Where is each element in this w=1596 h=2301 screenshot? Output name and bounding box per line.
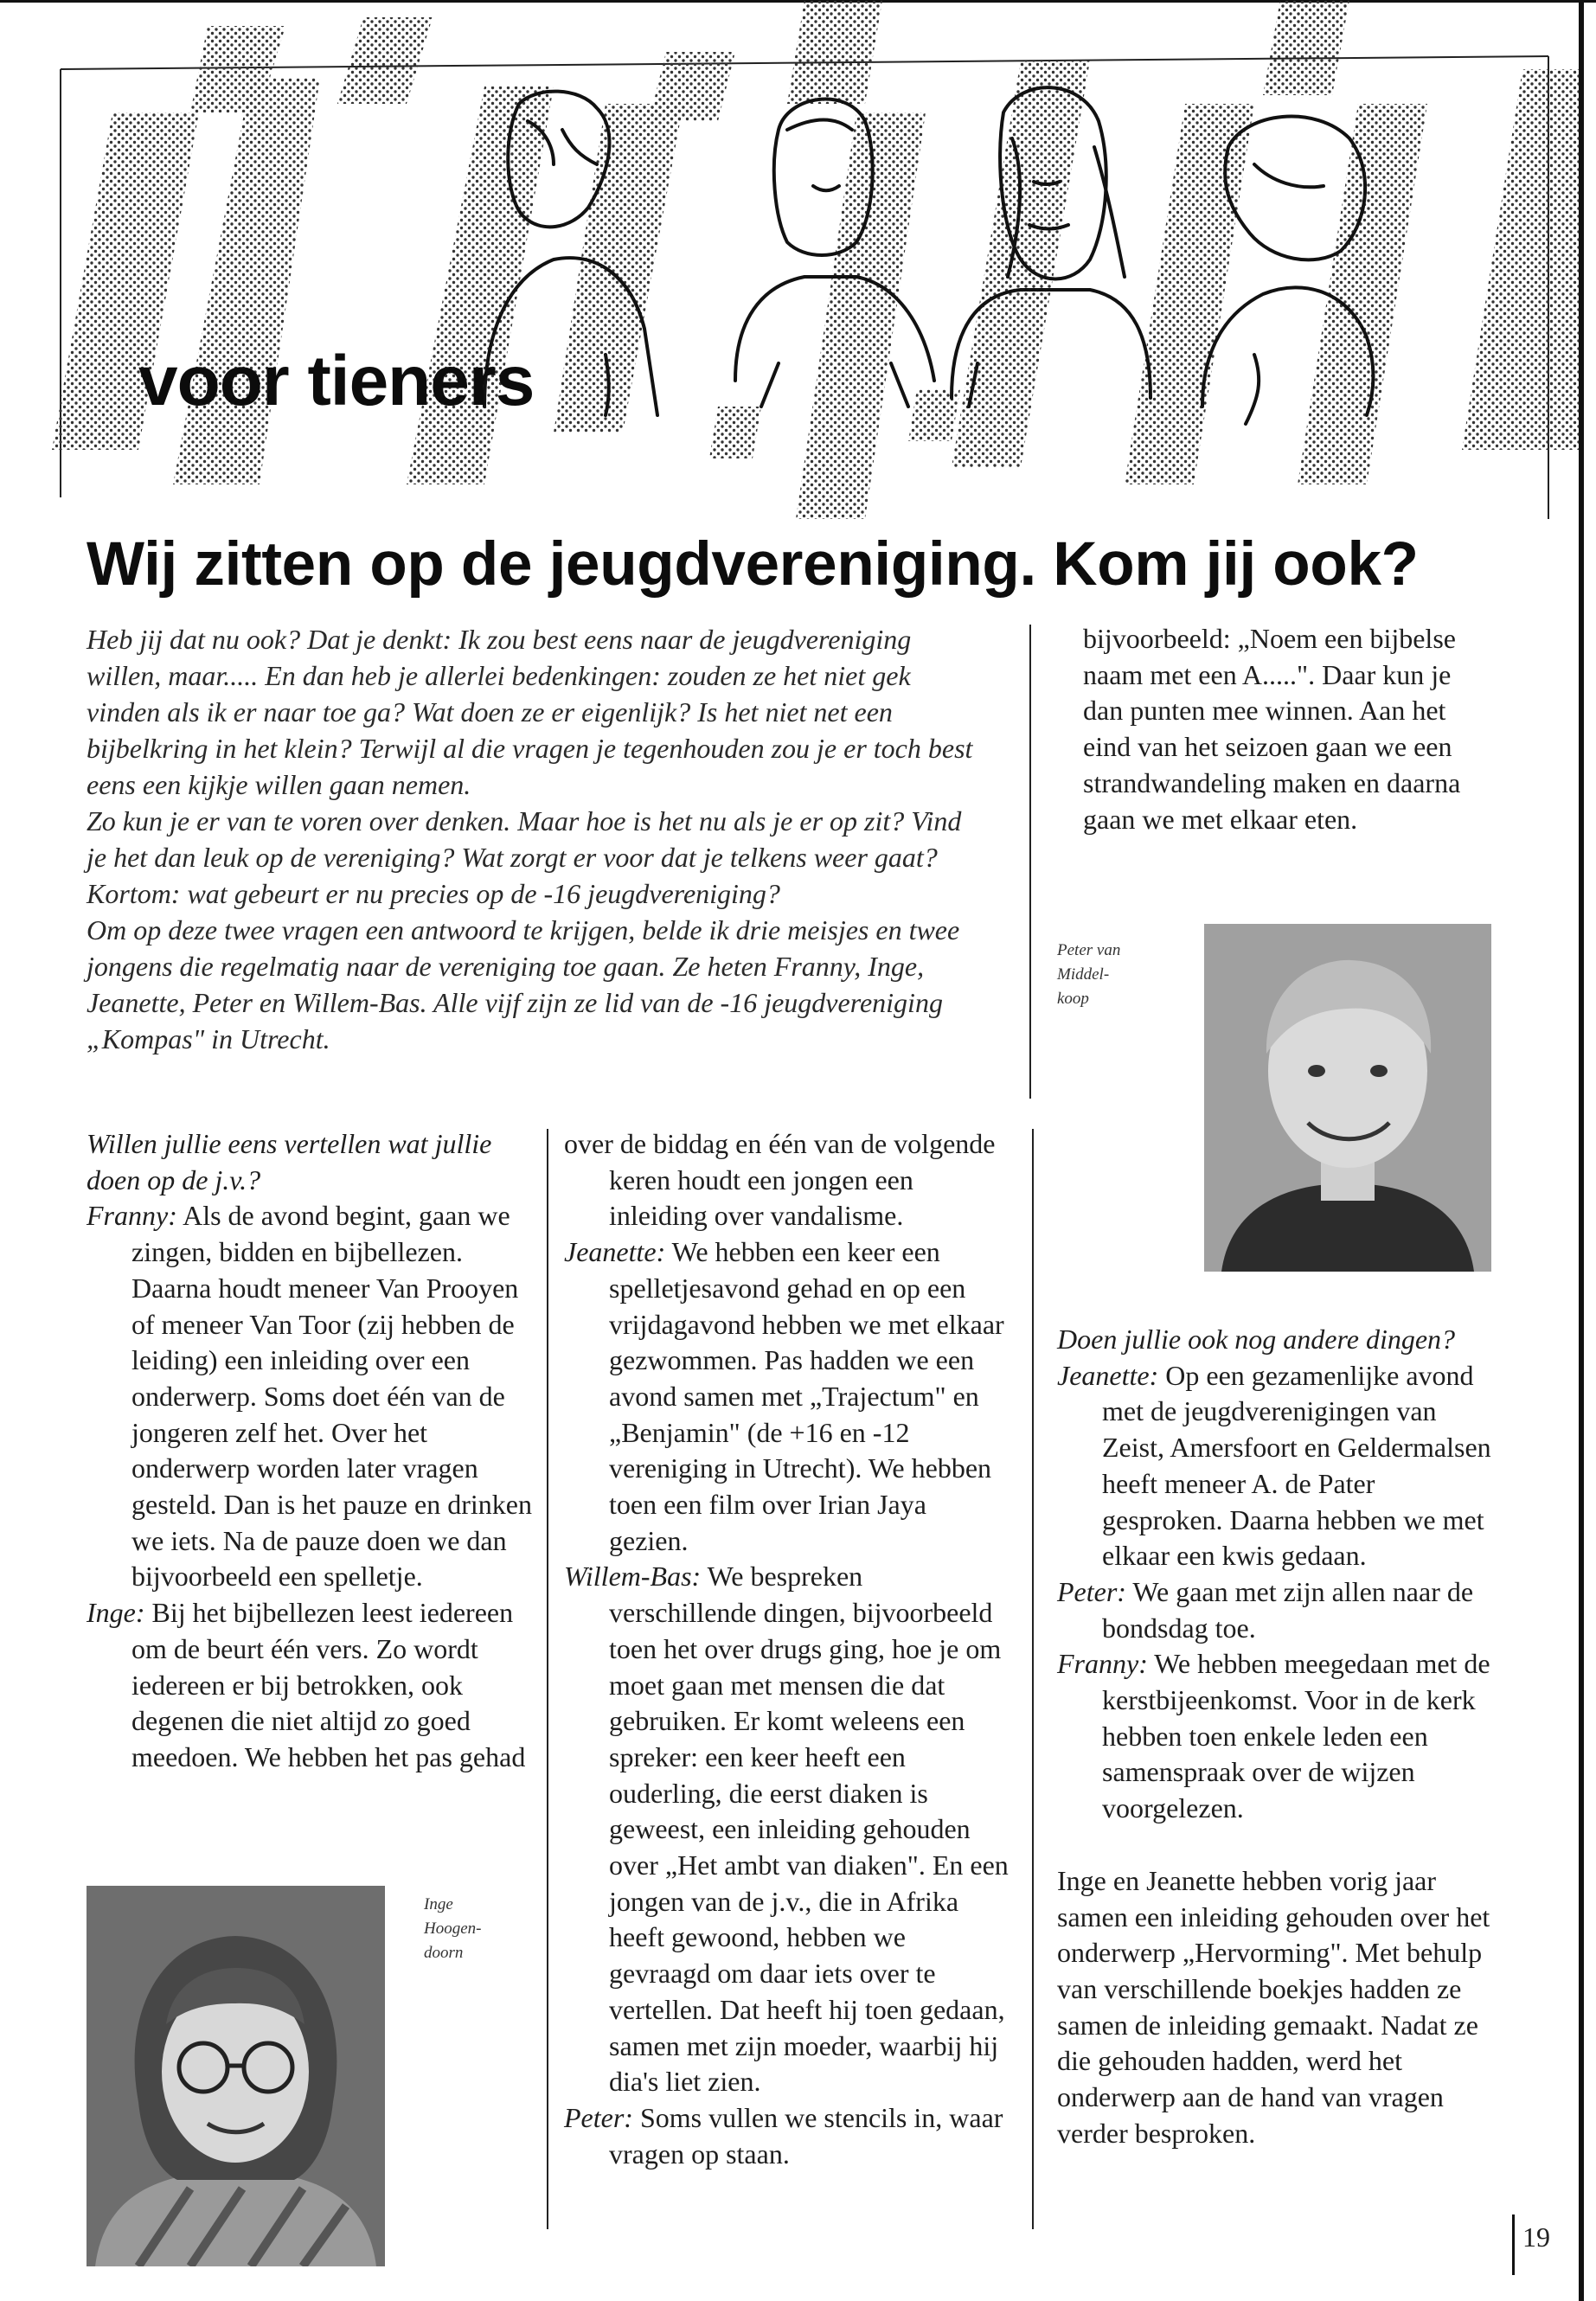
right-column-top: [1083, 621, 1481, 837]
question-text: Doen jullie ook nog andere dingen?: [1057, 1324, 1456, 1355]
page-number-rule: [1512, 2214, 1515, 2275]
page-number: 19: [1522, 2221, 1550, 2253]
answer-inge: [87, 1595, 536, 1776]
answer-franny: [1057, 1646, 1494, 1827]
answer-text: Als de avond begint, gaan we zingen, bidden en bijbellezen. Daarna houdt meneer Van Prooyen of meneer Van Toor (zij hebben de leiding) een inleiding over een onderwerp. Soms doet één van de jongeren zelf het. Over het onderwerp worden later vragen gesteld. Dan is het pauze en drinken we iets. Na de pauze doen we dan bijvoorbeeld een spelletje.: [131, 1200, 532, 1593]
intro-paragraph: Zo kun je er van te voren over denken. Maar hoe is het nu als je er op zit? Vind je het dan leuk op de vereniging? Wat zorgt er voor dat je telkens weer gaat? Kortom: wat gebeurt er nu precies op de -16 jeugdvereniging?: [87, 805, 962, 909]
column-divider: [1032, 1129, 1034, 2229]
answer-peter: [1057, 1574, 1494, 1646]
page-title: Wij zitten op de jeugdvereniging. Kom jij ook?: [87, 530, 1419, 599]
speaker-name: Franny:: [87, 1200, 177, 1232]
answer-text: Bij het bijbellezen leest iedereen om de beurt één vers. Zo wordt iedereen er bij betrokken, ook degenen die niet altijd zo goed meedoen. We hebben het pas gehad: [131, 1597, 526, 1772]
right-column: [1057, 1322, 1494, 2151]
answer-text: Soms vullen we stencils in, waar vragen op staan.: [609, 2101, 1003, 2170]
answer-text: We hebben meegedaan met de kerstbijeenkomst. Voor in de kerk hebben toen enkele leden een samenspraak over de wijzen voorgelezen.: [1102, 1648, 1490, 1824]
answer-jeanette: [1057, 1358, 1494, 1574]
inge-photo-caption: Inge Hoogen- doorn: [424, 1895, 482, 1962]
intro-text: [87, 621, 986, 1057]
question-text: Willen jullie eens vertellen wat jullie doen op de j.v.?: [87, 1128, 492, 1195]
speaker-name: Jeanette:: [1057, 1359, 1159, 1391]
left-column: [87, 1126, 536, 1776]
answer-peter: [564, 2100, 1010, 2172]
speaker-name: Inge:: [87, 1597, 145, 1629]
intro-paragraph: Heb jij dat nu ook? Dat je denkt: Ik zou best eens naar de jeugdvereniging willen, maar..... En dan heb je allerlei bedenkingen: zouden ze het niet gek vinden als ik er naar toe ga? Wat doen ze er eigenlijk? Is het niet net een bijbelkring in het klein? Terwijl al die vragen je tegenhouden zou je er toch best eens een kijkje willen gaan nemen.: [87, 624, 973, 800]
speaker-name: Peter:: [564, 2101, 633, 2133]
answer-text: Op een gezamenlijke avond met de jeugdverenigingen van Zeist, Amersfoort en Geldermalsen heeft meneer A. de Pater gesproken. Daarna hebben we met elkaar een kwis gedaan.: [1102, 1359, 1491, 1572]
answer-text: We gaan met zijn allen naar de bondsdag toe.: [1102, 1575, 1474, 1644]
peter-portrait-photo: [1204, 924, 1491, 1272]
answer-jeanette: [564, 1234, 1010, 1559]
page-edge-rule: [1579, 0, 1584, 2301]
peter-photo-caption: Peter van Middel- koop: [1057, 941, 1121, 1008]
speaker-name: Peter:: [1057, 1575, 1126, 1607]
speaker-name: Jeanette:: [564, 1236, 666, 1268]
header-illustration: [0, 0, 1596, 519]
speaker-name: Willem-Bas:: [564, 1561, 702, 1593]
middle-column: [564, 1126, 1010, 2172]
continued-paragraph: over de biddag en één van de volgende keren houdt een jongen een inleiding over vandalisme.: [564, 1128, 996, 1232]
speaker-name: Franny:: [1057, 1648, 1148, 1680]
column-divider: [547, 1129, 548, 2229]
answer-willem-bas: [564, 1559, 1010, 2100]
answer-franny: [87, 1198, 536, 1595]
closing-paragraph: Inge en Jeanette hebben vorig jaar samen een inleiding gehouden over het onderwerp „Hervorming". Met behulp van verschillende boekjes hadden ze samen de inleiding gemaakt. Nadat ze die gehouden hadden, werd het onderwerp aan de hand van vragen verder besproken.: [1057, 1864, 1490, 2149]
continued-paragraph: bijvoorbeeld: „Noem een bijbelse naam met een A.....". Daar kun je dan punten mee winnen. Aan het eind van het seizoen gaan we een strandwandeling maken en daarna gaan we met elkaar eten.: [1083, 623, 1461, 835]
answer-text: We bespreken verschillende dingen, bijvoorbeeld toen het over drugs ging, hoe je om moet gaan met mensen die dat gebruiken. Er komt weleens een spreker: een keer heeft een ouderling, die eerst diaken is geweest, een inleiding gehouden over „Het ambt van diaken". En een jongen van de j.v., die in Afrika heeft gewoond, hebben we gevraagd om daar iets over te vertellen. Dat heeft hij toen gedaan, samen met zijn moeder, waarbij hij dia's liet zien.: [609, 1561, 1009, 2098]
inge-portrait-photo: [87, 1886, 385, 2266]
column-divider: [1029, 625, 1031, 1099]
series-title: voor tieners: [138, 342, 535, 420]
intro-paragraph: Om op deze twee vragen een antwoord te krijgen, belde ik drie meisjes en twee jongens die regelmatig naar de vereniging toe gaan. Ze heten Franny, Inge, Jeanette, Peter en Willem-Bas. Alle vijf zijn ze lid van de -16 jeugdvereniging „Kompas" in Utrecht.: [87, 914, 960, 1054]
answer-text: We hebben een keer een spelletjesavond gehad en op een vrijdagavond hebben we met elkaar gezwommen. Pas hadden we een avond samen met „Trajectum" en „Benjamin" (de +16 en -12 vereniging in Utrecht). We hebben toen een film over Irian Jaya gezien.: [609, 1236, 1004, 1556]
